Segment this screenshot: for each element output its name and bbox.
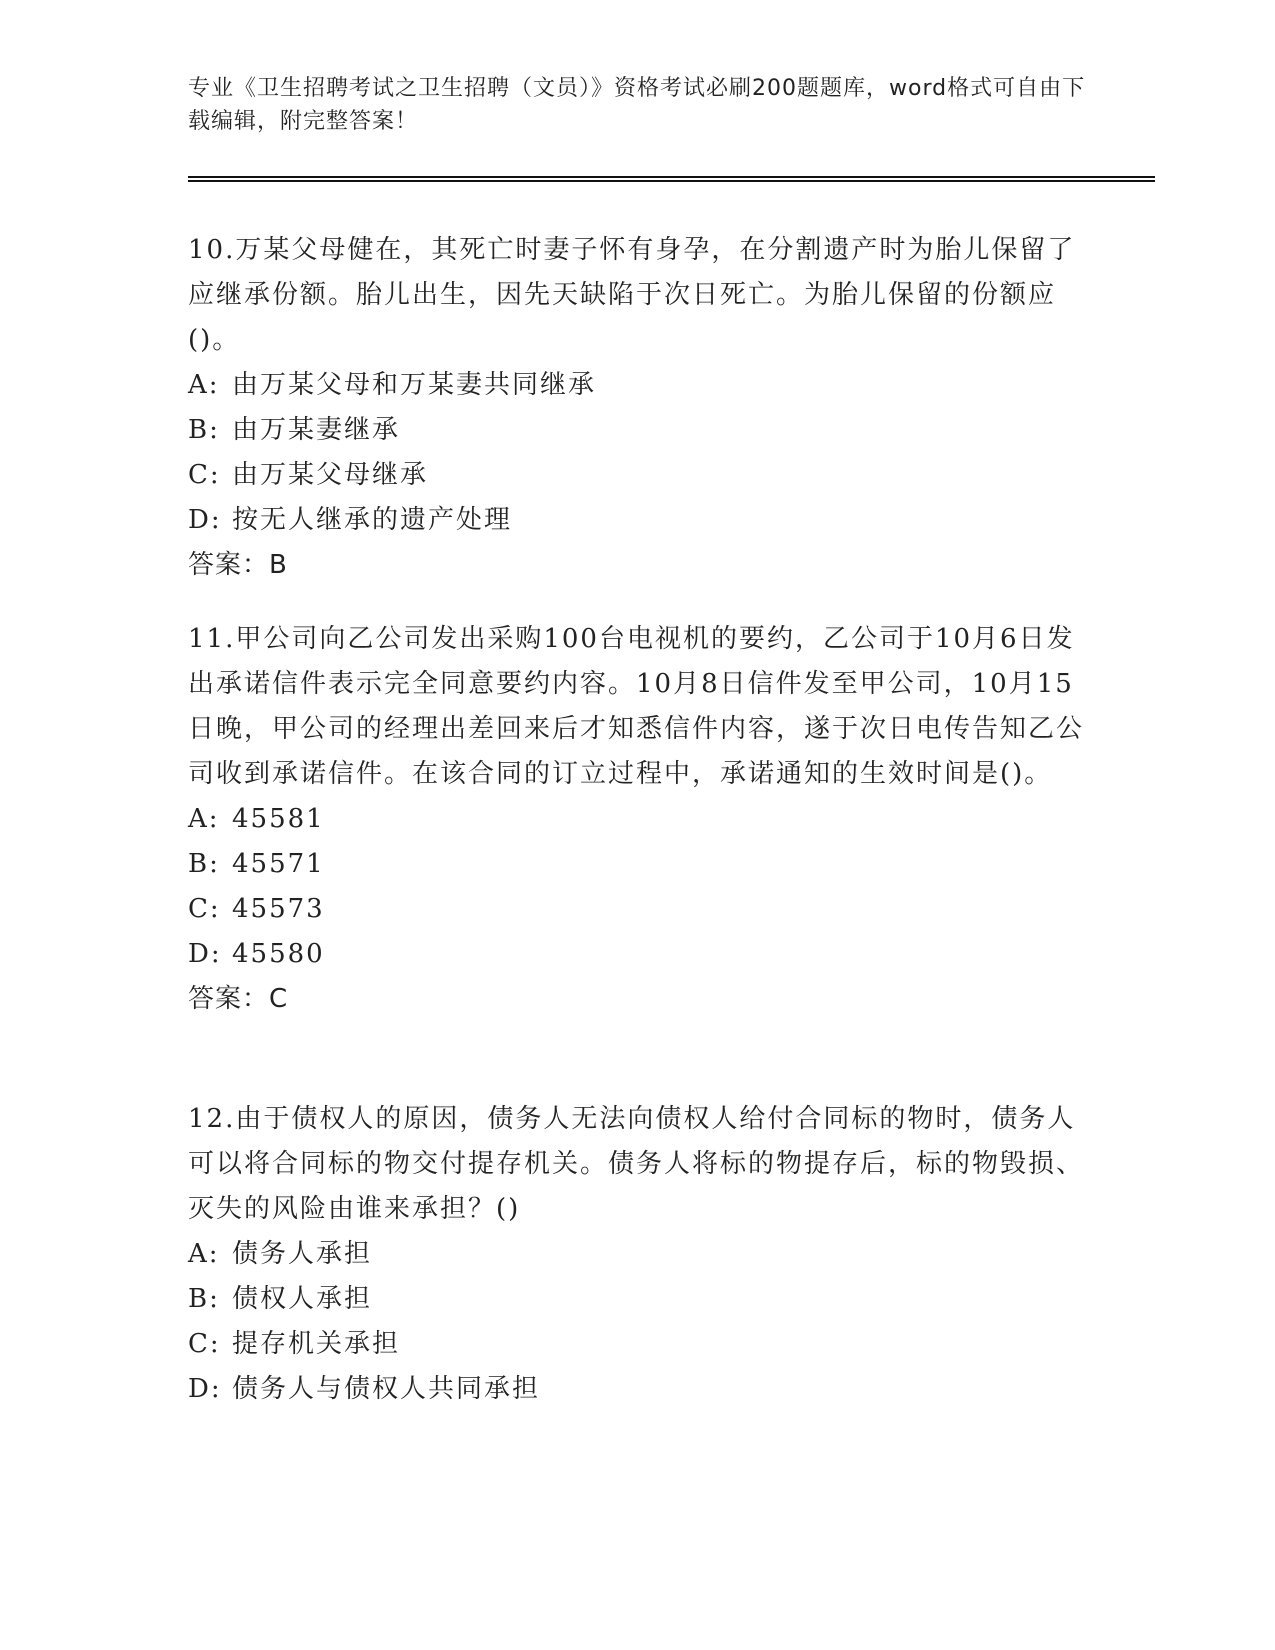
- option-letter: B:: [188, 415, 220, 445]
- option-text: 债权人承担: [232, 1284, 373, 1314]
- option-letter: B:: [188, 849, 220, 879]
- option-text: 45580: [232, 939, 325, 969]
- option-letter: D:: [188, 1374, 222, 1404]
- answer-label: 答案：C: [188, 984, 289, 1014]
- option-letter: B:: [188, 1284, 220, 1314]
- option-text: 由万某妻继承: [232, 415, 401, 445]
- option-letter: C:: [188, 460, 221, 490]
- option-b: [188, 842, 1088, 887]
- option-d: [188, 1367, 1088, 1412]
- question-10: [188, 228, 1088, 588]
- option-d: [188, 932, 1088, 977]
- question-11: [188, 617, 1088, 1022]
- option-c: [188, 453, 1088, 498]
- option-text: 由万某父母继承: [232, 460, 429, 490]
- option-letter: D:: [188, 505, 222, 535]
- option-letter: C:: [188, 894, 221, 924]
- option-text: 45581: [232, 804, 325, 834]
- option-a: [188, 797, 1088, 842]
- question-stem: 10.万某父母健在，其死亡时妻子怀有身孕，在分割遗产时为胎儿保留了应继承份额。胎儿出生，因先天缺陷于次日死亡。为胎儿保留的份额应()。: [188, 235, 1076, 355]
- option-letter: A:: [188, 1239, 220, 1269]
- option-c: [188, 887, 1088, 932]
- option-text: 债务人承担: [232, 1239, 373, 1269]
- option-text: 45571: [232, 849, 325, 879]
- option-letter: A:: [188, 804, 220, 834]
- question-stem: 12.由于债权人的原因，债务人无法向债权人给付合同标的物时，债务人可以将合同标的物交付提存机关。债务人将标的物提存后，标的物毁损、灭失的风险由谁来承担？(): [188, 1104, 1085, 1224]
- answer-label: 答案：B: [188, 550, 288, 580]
- question-12: [188, 1097, 1088, 1412]
- option-b: [188, 1277, 1088, 1322]
- option-text: 按无人继承的遗产处理: [232, 505, 513, 535]
- option-a: [188, 1232, 1088, 1277]
- option-text: 由万某父母和万某妻共同继承: [232, 370, 597, 400]
- option-text: 提存机关承担: [232, 1329, 401, 1359]
- option-letter: C:: [188, 1329, 221, 1359]
- option-letter: D:: [188, 939, 222, 969]
- option-text: 债务人与债权人共同承担: [232, 1374, 541, 1404]
- option-b: [188, 408, 1088, 453]
- option-d: [188, 498, 1088, 543]
- option-letter: A:: [188, 370, 220, 400]
- question-stem: 11.甲公司向乙公司发出采购100台电视机的要约，乙公司于10月6日发出承诺信件表示完全同意要约内容。10月8日信件发至甲公司，10月15日晚，甲公司的经理出差回来后才知悉信件内容，遂于次日电传告知乙公司收到承诺信件。在该合同的订立过程中，承诺通知的生效时间是()。: [188, 624, 1085, 789]
- document-header: 专业《卫生招聘考试之卫生招聘（文员）》资格考试必刷200题题库，word格式可自由下载编辑，附完整答案！: [188, 76, 1086, 134]
- option-c: [188, 1322, 1088, 1367]
- header-divider: [188, 176, 1155, 182]
- option-a: [188, 363, 1088, 408]
- option-text: 45573: [232, 894, 325, 924]
